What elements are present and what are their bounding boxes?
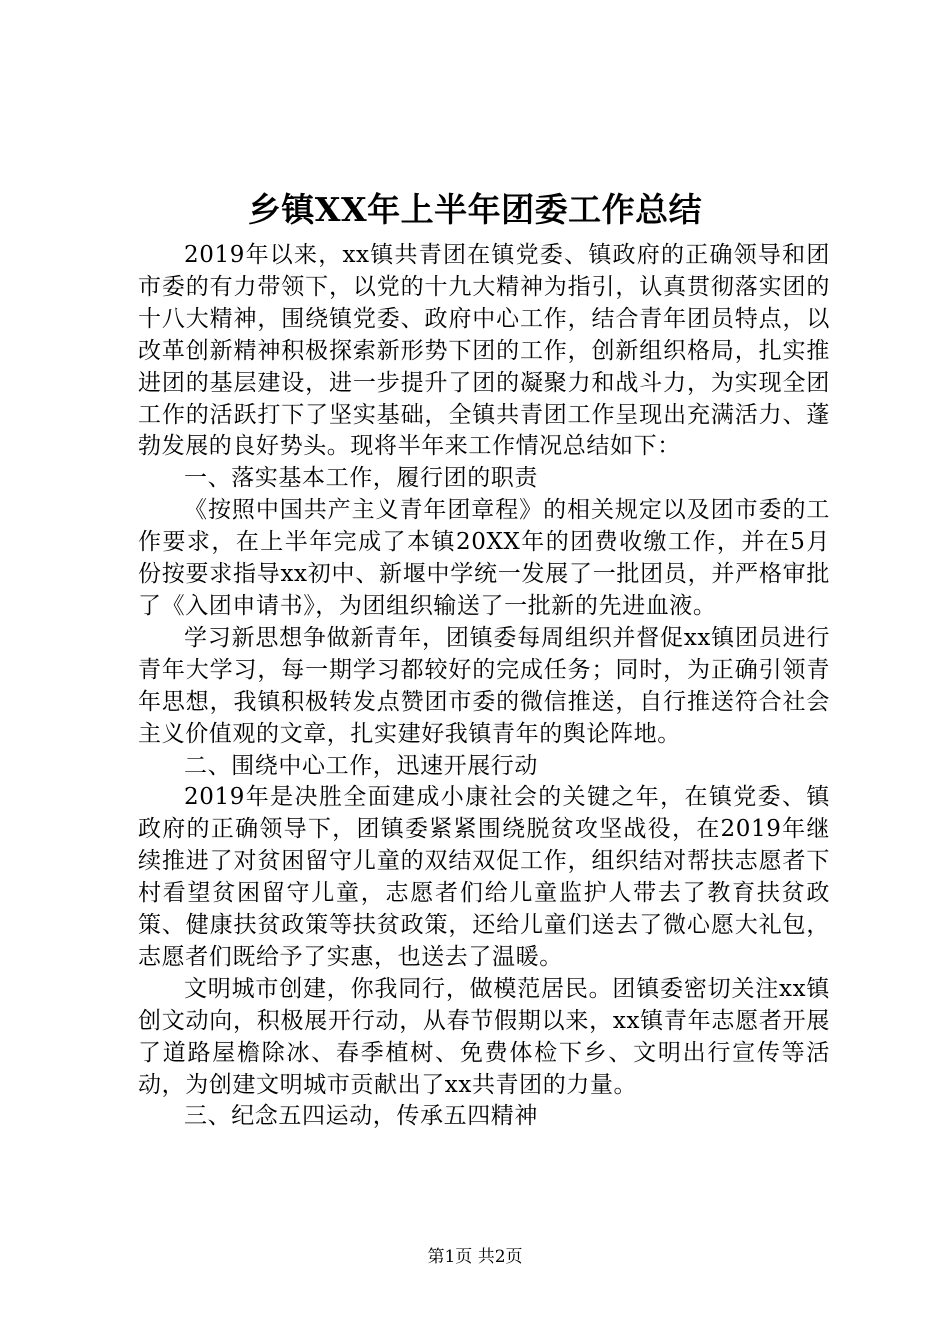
page-number-footer: 第1页 共2页 [427,1247,523,1267]
paragraph-section-1-b: 学习新思想争做新青年，团镇委每周组织并督促xx镇团员进行青年大学习，每一期学习都较好的完成任务；同时，为正确引领青年思想，我镇积极转发点赞团市委的微信推送，自行推送符合社会主义价值观的文章，扎实建好我镇青年的舆论阵地。 [138,624,830,747]
section-heading-2: 二、围绕中心工作，迅速开展行动 [184,752,538,779]
section-heading-1: 一、落实基本工作，履行团的职责 [184,465,538,492]
page-title: 乡镇XX年上半年团委工作总结 [247,190,703,229]
paragraph-section-2-a: 2019年是决胜全面建成小康社会的关键之年，在镇党委、镇政府的正确领导下，团镇委紧紧围绕脱贫攻坚战役，在2019年继续推进了对贫困留守儿童的双结双促工作，组织结对帮扶志愿者下村看望贫困留守儿童，志愿者们给儿童监护人带去了教育扶贫政策、健康扶贫政策等扶贫政策，还给儿童们送去了微心愿大礼包，志愿者们既给予了实惠，也送去了温暖。 [138,784,830,970]
section-heading-3: 三、纪念五四运动，传承五四精神 [184,1103,538,1130]
paragraph-section-1-a: 《按照中国共产主义青年团章程》的相关规定以及团市委的工作要求，在上半年完成了本镇20XX年的团费收缴工作，并在5月份按要求指导xx初中、新堰中学统一发展了一批团员，并严格审批了《入团申请书》，为团组织输送了一批新的先进血液。 [138,497,830,619]
paragraph-intro: 2019年以来，xx镇共青团在镇党委、镇政府的正确领导和团市委的有力带领下，以党的十九大精神为指引，认真贯彻落实团的十八大精神，围绕镇党委、政府中心工作，结合青年团员特点，以改革创新精神积极探索新形势下团的工作，创新组织格局，扎实推进团的基层建设，进一步提升了团的凝聚力和战斗力，为实现全团工作的活跃打下了坚实基础，全镇共青团工作呈现出充满活力、蓬勃发展的良好势头。现将半年来工作情况总结如下： [138,242,830,460]
paragraph-section-2-b: 文明城市创建，你我同行，做模范居民。团镇委密切关注xx镇创文动向，积极展开行动，从春节假期以来，xx镇青年志愿者开展了道路屋檐除冰、春季植树、免费体检下乡、文明出行宣传等活动，为创建文明城市贡献出了xx共青团的力量。 [138,975,830,1098]
document-body [138,240,830,1133]
